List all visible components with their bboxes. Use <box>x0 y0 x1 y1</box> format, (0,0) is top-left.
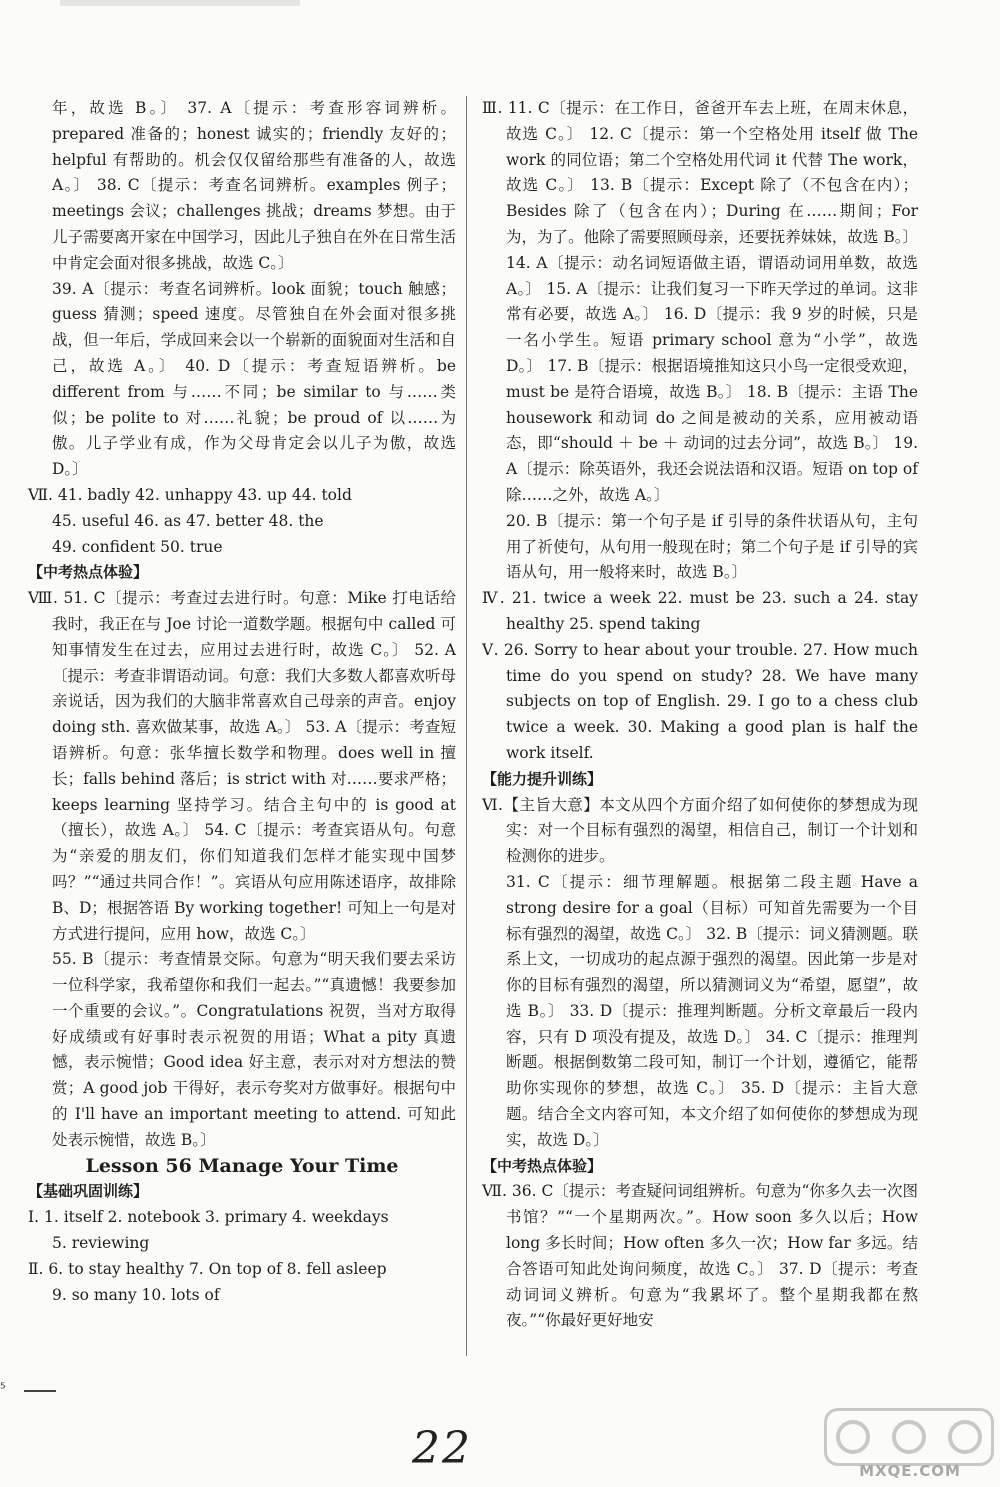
scan-edge <box>60 0 300 6</box>
answer-item: Ⅳ. 21. twice a week 22. must be 23. such a 24. stay healthy 25. spend taking <box>482 589 918 633</box>
answer-item: Ⅶ. 36. C〔提示：考查疑问词组辨析。句意为“你多久去一次图书馆？”“一个星期两次。”。How soon 多久以后；How long 多长时间；How often 多久一次；How far 多远。结合答语可知此处询问频度，故选 C。〕 37. D〔提示：考查动词词义辨析。句意为“我累坏了。整个星期我都在熬夜。”“你最好更好地安 <box>482 1182 918 1330</box>
right-column <box>482 96 918 1334</box>
answer-item: Ⅱ. 6. to stay healthy 7. On top of 8. fell asleep <box>28 1259 387 1278</box>
section-heading: 【能力提升训练】 <box>482 769 603 788</box>
answer-item: Ⅵ.【主旨大意】本文从四个方面介绍了如何使你的梦想成为现实：对一个目标有强烈的渴望，相信自己，制订一个计划和检测你的进步。 <box>482 795 918 866</box>
answer-text: 9. so many 10. lots of <box>52 1285 220 1304</box>
margin-rule <box>24 1390 56 1392</box>
margin-mark: ⁵ <box>0 1381 6 1397</box>
page-number: 22 <box>412 1423 472 1474</box>
answer-text: 5. reviewing <box>52 1234 150 1253</box>
answer-item: Ⅰ. 1. itself 2. notebook 3. primary 4. weekdays <box>28 1208 389 1227</box>
answer-text: 49. confident 50. true <box>52 537 223 556</box>
answer-text: 20. B〔提示：第一个句子是 if 引导的条件状语从句，主句用了祈使句，从句用一般现在时；第二个句子是 if 引导的宾语从句，用一般将来时，故选 B。〕 <box>506 511 918 582</box>
answer-text: 39. A〔提示：考查名词辨析。look 面貌；touch 触感；guess 猜测；speed 速度。尽管独自在外会面对很多挑战，但一年后，学成回来会以一个崭新的面貌面对生活和自己，故选 A。〕 40. D〔提示：考查短语辨析。be different from 与……不同；be similar to 与……类似；be polite to 对……礼貌；be proud of 以……为傲。儿子学业有成，作为父母肯定会以儿子为傲，故选 D。〕 <box>52 279 456 479</box>
section-heading: 【中考热点体验】 <box>482 1156 603 1175</box>
answer-text: 55. B〔提示：考查情景交际。句意为“明天我们要去采访一位科学家，我希望你和我们一起去。”“真遗憾！我要参加一个重要的会议。”。Congratulations 祝贺，当对方取得好成绩或有好事时表示祝贺的用语；What a pity 真遗憾，表示惋惜；Good idea 好主意，表示对对方想法的赞赏；A good job 干得好，表示夸奖对方做事好。根据句中的 I'll have an important meeting to attend. 可知此处表示惋惜，故选 B。〕 <box>52 950 456 1149</box>
answer-item: Ⅷ. 51. C〔提示：考查过去进行时。句意：Mike 打电话给我时，我正在与 Joe 讨论一道数学题。根据句中 called 可知事情发生在过去，应用过去进行时，故选 C。〕 52. A〔提示：考查非谓语动词。句意：我们大多数人都喜欢听母亲说话，因为我们的大脑非常喜欢自己母亲的声音。enjoy doing sth. 喜欢做某事，故选 A。〕 53. A〔提示：考查短语辨析。句意：张华擅长数学和物理。does well in 擅长；falls behind 落后；is strict with 对……要求严格；keeps learning 坚持学习。结合主句中的 is good at（擅长），故选 A。〕 54. C〔提示：考查宾语从句。句意为“亲爱的朋友们，你们知道我们怎样才能实现中国梦吗？”“通过共同合作！”。宾语从句应用陈述语序，故排除 B、D；根据答语 By working together! 可知上一句是对方式进行提问，应用 how，故选 C。〕 <box>28 589 456 943</box>
column-divider <box>466 96 467 1356</box>
section-heading: 【中考热点体验】 <box>28 563 149 582</box>
answer-text: 45. useful 46. as 47. better 48. the <box>52 511 324 530</box>
answer-item: Ⅲ. 11. C〔提示：在工作日，爸爸开车去上班，在周末休息，故选 C。〕 12. C〔提示：第一个空格处用 itself 做 The work 的同位语；第二个空格处用代词 it 代替 The work，故选 C。〕 13. B〔提示：Except 除了（不包含在内）；Besides 除了（包含在内）；During 在……期间；For 为，为了。他除了需要照顾母亲，还要抚养妹妹，故选 B。〕 14. A〔提示：动名词短语做主语，谓语动词用单数，故选 A。〕 15. A〔提示：让我们复习一下昨天学过的单词。这非常有必要，故选 A。〕 16. D〔提示：我 9 岁的时候，只是一名小学生。短语 primary school 意为“小学”，故选 D。〕 17. B〔提示：根据语境推知这只小鸟一定很受欢迎，must be 是符合语境，故选 B。〕 18. B〔提示：主语 The housework 和动词 do 之间是被动的关系，应用被动语态，即“should ＋ be ＋ 动词的过去分词”，故选 B。〕 19. A〔提示：除英语外，我还会说法语和汉语。短语 on top of 除……之外，故选 A。〕 <box>482 99 918 504</box>
left-column <box>28 96 456 1308</box>
watermark-logo-icon <box>824 1408 994 1466</box>
answer-text: 年，故选 B。〕 37. A〔提示：考查形容词辨析。prepared 准备的；honest 诚实的；friendly 友好的；helpful 有帮助的。机会仅仅留给那些有准备的人，故选 A。〕 38. C〔提示：考查名词辨析。examples 例子；meetings 会议；challenges 挑战；dreams 梦想。由于儿子需要离开家在中国学习，因此儿子独自在外在日常生活中肯定会面对很多挑战，故选 C。〕 <box>52 99 456 272</box>
answer-text: 31. C〔提示：细节理解题。根据第二段主题 Have a strong desire for a goal（目标）可知首先需要为一个目标有强烈的渴望，故选 C。〕 32. B〔提示：词义猜测题。联系上文，一切成功的起点源于强烈的渴望。因此第一步是对你的目标有强烈的渴望，所以猜测词义为“希望，愿望”，故选 B。〕 33. D〔提示：推理判断题。分析文章最后一段内容，只有 D 项没有提及，故选 D。〕 34. C〔提示：推理判断题。根据倒数第二段可知，制订一个计划，遵循它，能帮助你实现你的梦想，故选 C。〕 35. D〔提示：主旨大意题。结合全文内容可知，本文介绍了如何使你的梦想成为现实，故选 D。〕 <box>506 872 918 1149</box>
answer-item: Ⅶ. 41. badly 42. unhappy 43. up 44. told <box>28 485 352 504</box>
watermark-url: MXQE.COM <box>859 1462 961 1480</box>
section-heading: 【基础巩固训练】 <box>28 1182 149 1201</box>
watermark <box>824 1408 992 1482</box>
answer-item: Ⅴ. 26. Sorry to hear about your trouble. 27. How much time do you spend on study? 28. We have many subjects on top of English. 29. I go to a chess club twice a week. 30. Making a good plan is half the work itself. <box>482 640 918 762</box>
lesson-title: Lesson 56 Manage Your Time <box>85 1154 399 1177</box>
